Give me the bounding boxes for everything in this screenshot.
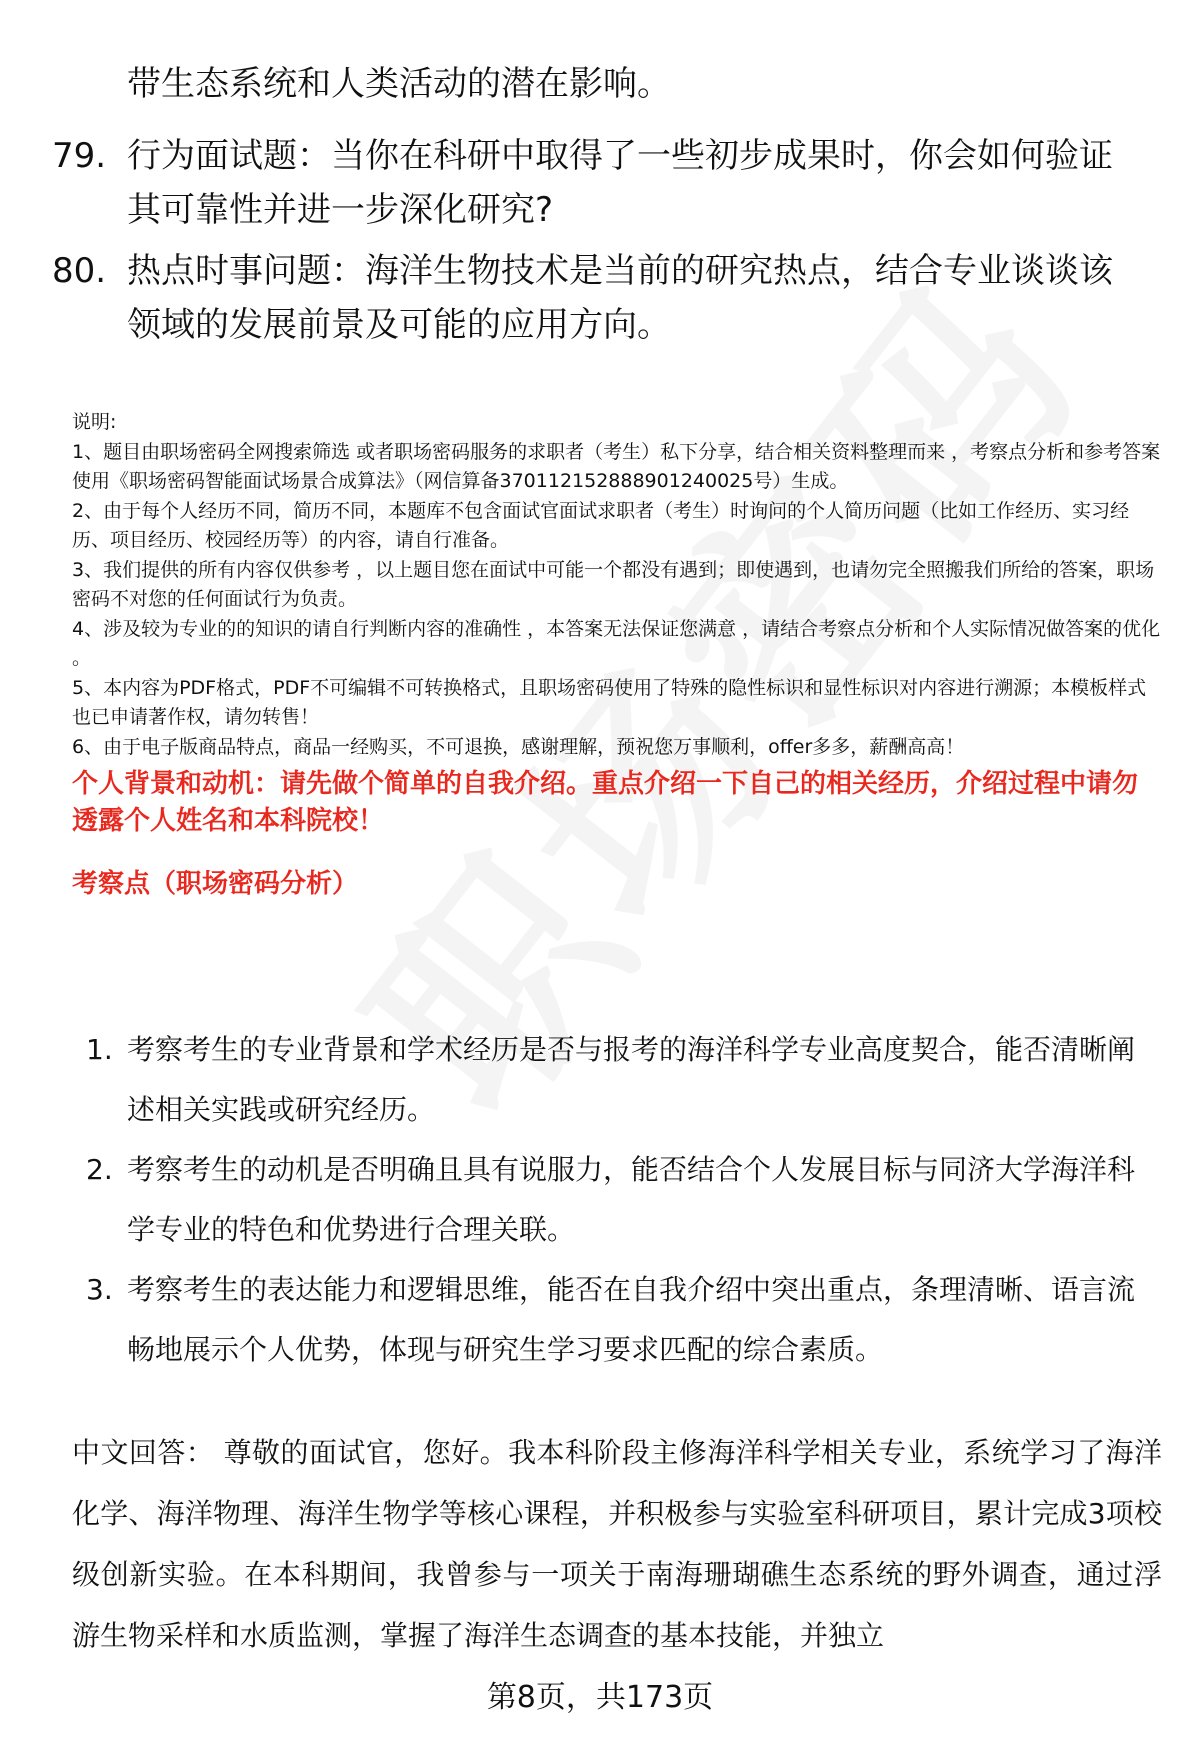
list-item-text: 考察考生的专业背景和学术经历是否与报考的海洋科学专业高度契合，能否清晰阐述相关实践或研究经历。 [127,1033,1136,1126]
note-item: 5、本内容为PDF格式，PDF不可编辑不可转换格式，且职场密码使用了特殊的隐性标识和显性标识对内容进行溯源；本模板样式也已申请著作权，请勿转售！ [72,676,1147,728]
list-item-number: 3. [86,1273,113,1306]
question-text: 行为面试题：当你在科研中取得了一些初步成果时，你会如何验证其可靠性并进一步深化研究? [127,136,1113,230]
analysis-points-list [72,1020,1162,1380]
list-item [72,1260,1162,1380]
disclaimer-notes [72,408,1162,762]
previous-question-continuation: 带生态系统和人类活动的潜在影响。 [127,64,671,104]
page-footer: 第8页，共173页 [486,1680,714,1715]
note-item: 4、涉及较为专业的的知识的请自行判断内容的准确性 ，本答案无法保证您满意 ，请结合考察点分析和个人实际情况做答案的优化 。 [72,617,1161,669]
list-item-text: 考察考生的表达能力和逻辑思维，能否在自我介绍中突出重点，条理清晰、语言流畅地展示个人优势，体现与研究生学习要求匹配的综合素质。 [127,1273,1136,1366]
question-number: 79. [52,136,107,176]
question-number: 80. [52,251,107,291]
note-item: 6、由于电子版商品特点，商品一经购买，不可退换，感谢理解，预祝您万事顺利，offer多多，薪酬高高！ [72,735,965,758]
list-item [72,1020,1162,1140]
question-80 [52,244,1152,352]
list-item-number: 1. [86,1033,113,1066]
notes-title: 说明: [72,411,117,433]
note-item: 2、由于每个人经历不同，简历不同，本题库不包含面试官面试求职者（考生）时询问的个人简历问题（比如工作经历、实习经历、项目经历、校园经历等）的内容，请自行准备。 [72,499,1130,551]
list-item-text: 考察考生的动机是否明确且具有说服力，能否结合个人发展目标与同济大学海洋科学专业的特色和优势进行合理关联。 [127,1153,1136,1246]
answer-paragraph: 中文回答： 尊敬的面试官，您好。我本科阶段主修海洋科学相关专业，系统学习了海洋化学、海洋物理、海洋生物学等核心课程，并积极参与实验室科研项目，累计完成3项校级创新实验。在本科期间，我曾参与一项关于南海珊瑚礁生态系统的野外调查，通过浮游生物采样和水质监测，掌握了海洋生态调查的基本技能，并独立 [72,1436,1162,1652]
note-item: 3、我们提供的所有内容仅供参考 ，以上题目您在面试中可能一个都没有遇到；即使遇到，也请勿完全照搬我们所给的答案，职场密码不对您的任何面试行为负责。 [72,558,1155,610]
list-item [72,1140,1162,1260]
list-item-number: 2. [86,1153,113,1186]
question-79 [52,129,1152,237]
main-question-heading: 个人背景和动机：请先做个简单的自我介绍。重点介绍一下自己的相关经历，介绍过程中请勿透露个人姓名和本科院校！ [72,769,1139,836]
question-text: 热点时事问题：海洋生物技术是当前的研究热点，结合专业谈谈该领域的发展前景及可能的应用方向。 [127,251,1113,345]
note-item: 1、题目由职场密码全网搜索筛选 或者职场密码服务的求职者（考生）私下分享，结合相关资料整理而来 ，考察点分析和参考答案使用《职场密码智能面试场景合成算法》（网信算备370112152888901240025号）生成。 [72,440,1161,492]
analysis-title: 考察点（职场密码分析） [72,869,359,899]
